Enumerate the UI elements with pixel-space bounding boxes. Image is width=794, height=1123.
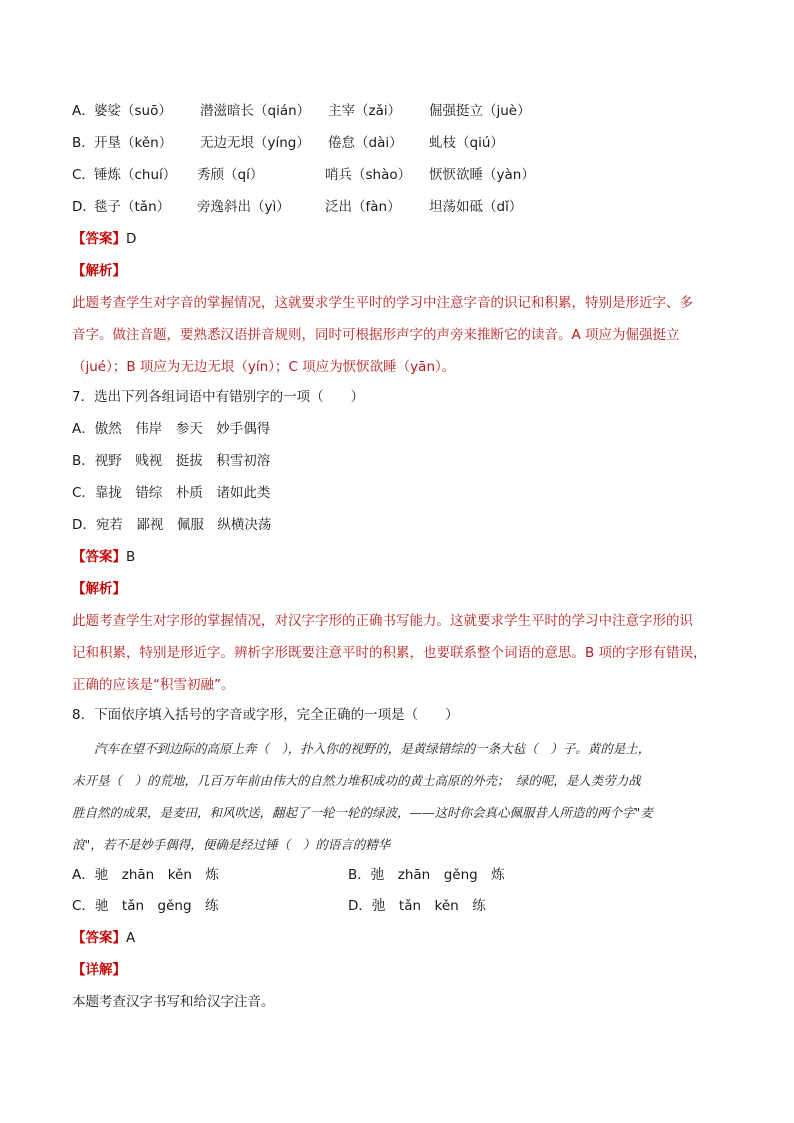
option-text: 弛 zhān gěng 炼	[370, 867, 505, 883]
q8-question: 8．下面依序填入括号的字音或字形，完全正确的一项是（ ）	[72, 707, 459, 723]
option-item: 哨兵（shào）	[325, 167, 412, 183]
analysis-line: 正确的应该是“积雪初融”。	[72, 677, 235, 693]
option-letter: D．	[348, 898, 372, 914]
option-letter: A．	[72, 867, 95, 883]
analysis-label: 【解析】	[72, 581, 126, 597]
q8-detail-text: 本题考查汉字书写和给汉字注音。	[72, 994, 275, 1010]
option-item: 锤炼（chuí）	[94, 167, 177, 183]
option-item: 倦怠（dài）	[328, 135, 403, 151]
answer-value: A	[126, 930, 136, 946]
option-item: 坦荡如砥（dǐ）	[429, 199, 523, 215]
answer-value: B	[126, 549, 136, 565]
q8-answer	[72, 928, 135, 948]
q7-answer	[72, 547, 135, 567]
q6-analysis-label	[72, 261, 126, 281]
q7-analysis-label	[72, 579, 126, 599]
passage-line: 胜自然的成果，是麦田，和风吹送，翻起了一轮一轮的绿波，——这时你会真心佩服昔人所造的两个字"麦	[72, 805, 653, 820]
option-text: 弛 tǎn kěn 练	[371, 898, 486, 914]
q7-question: 7．选出下列各组词语中有错别字的一项（ ）	[72, 389, 365, 405]
option-item: 恹恹欲睡（yàn）	[429, 167, 535, 183]
option-text: 驰 tǎn gěng 练	[94, 898, 219, 914]
q8-option-d	[348, 896, 486, 916]
answer-label: 【答案】	[72, 231, 126, 247]
q7-analysis-text	[72, 605, 732, 701]
option-item: 毯子（tǎn）	[94, 199, 171, 215]
answer-value: D	[126, 231, 137, 247]
option-item: 秀颀（qí）	[197, 167, 264, 183]
q8-option-a	[72, 865, 219, 885]
option-item: 开垦（kěn）	[94, 135, 173, 151]
option-letter: D．	[72, 199, 96, 215]
q7-option-c: C．靠拢 错综 朴质 诸如此类	[72, 485, 271, 501]
option-letter: B．	[348, 867, 371, 883]
option-item: 倔强挺立（juè）	[429, 103, 531, 119]
passage-line: 浪"，若不是妙手偶得，便确是经过锤（ ）的语言的精华	[72, 837, 391, 852]
q7-option-b: B．视野 贱视 挺拔 积雪初溶	[72, 453, 271, 469]
analysis-line: （jué）；B 项应为无边无垠（yín）；C 项应为恹恹欲睡（yān）。	[72, 359, 456, 375]
option-item: 虬枝（qiú）	[429, 135, 504, 151]
option-letter: C．	[72, 167, 95, 183]
analysis-label: 【解析】	[72, 263, 126, 279]
q8-option-b	[348, 865, 505, 885]
q8-passage	[72, 733, 732, 861]
option-item: 主宰（zǎi）	[328, 103, 402, 119]
analysis-line: 此题考查学生对字形的掌握情况，对汉字字形的正确书写能力。这就要求学生平时的学习中注意字形的识	[72, 613, 693, 629]
option-letter: A．	[72, 103, 95, 119]
passage-line: 未开垦（ ）的荒地，几百万年前由伟大的自然力堆积成功的黄土高原的外壳； 绿的呢，是人类劳力战	[72, 773, 641, 788]
option-item: 泛出（fàn）	[325, 199, 401, 215]
q6-answer	[72, 229, 136, 249]
option-item: 无边无垠（yíng）	[200, 135, 310, 151]
analysis-line: 此题考查学生对字音的掌握情况，这就要求学生平时的学习中注意字音的识记和积累，特别是形近字、多	[72, 295, 693, 311]
q7-option-d: D．宛若 鄙视 佩服 纵横决荡	[72, 517, 272, 533]
answer-label: 【答案】	[72, 549, 126, 565]
option-letter: C．	[72, 898, 95, 914]
q6-analysis-text	[72, 287, 732, 383]
analysis-line: 音字。做注音题，要熟悉汉语拼音规则，同时可根据形声字的声旁来推断它的读音。A 项应为倔强挺立	[72, 327, 680, 343]
option-letter: B．	[72, 135, 95, 151]
option-item: 潜滋暗长（qián）	[200, 103, 311, 119]
q8-option-c	[72, 896, 219, 916]
q8-detail-label	[72, 960, 126, 980]
answer-label: 【答案】	[72, 930, 126, 946]
passage-line: 汽车在望不到边际的高原上奔（ ），扑入你的视野的，是黄绿错综的一条大毡（ ）子。黄的是土，	[94, 741, 651, 756]
analysis-line: 记和积累，特别是形近字。辨析字形既要注意平时的积累，也要联系整个词语的意思。B 项的字形有错误，	[72, 645, 707, 661]
option-text: 驰 zhān kěn 炼	[94, 867, 219, 883]
q7-option-a: A．傲然 伟岸 参天 妙手偶得	[72, 421, 271, 437]
detail-label: 【详解】	[72, 962, 126, 978]
option-item: 旁逸斜出（yì）	[197, 199, 290, 215]
option-item: 婆娑（suō）	[94, 103, 172, 119]
